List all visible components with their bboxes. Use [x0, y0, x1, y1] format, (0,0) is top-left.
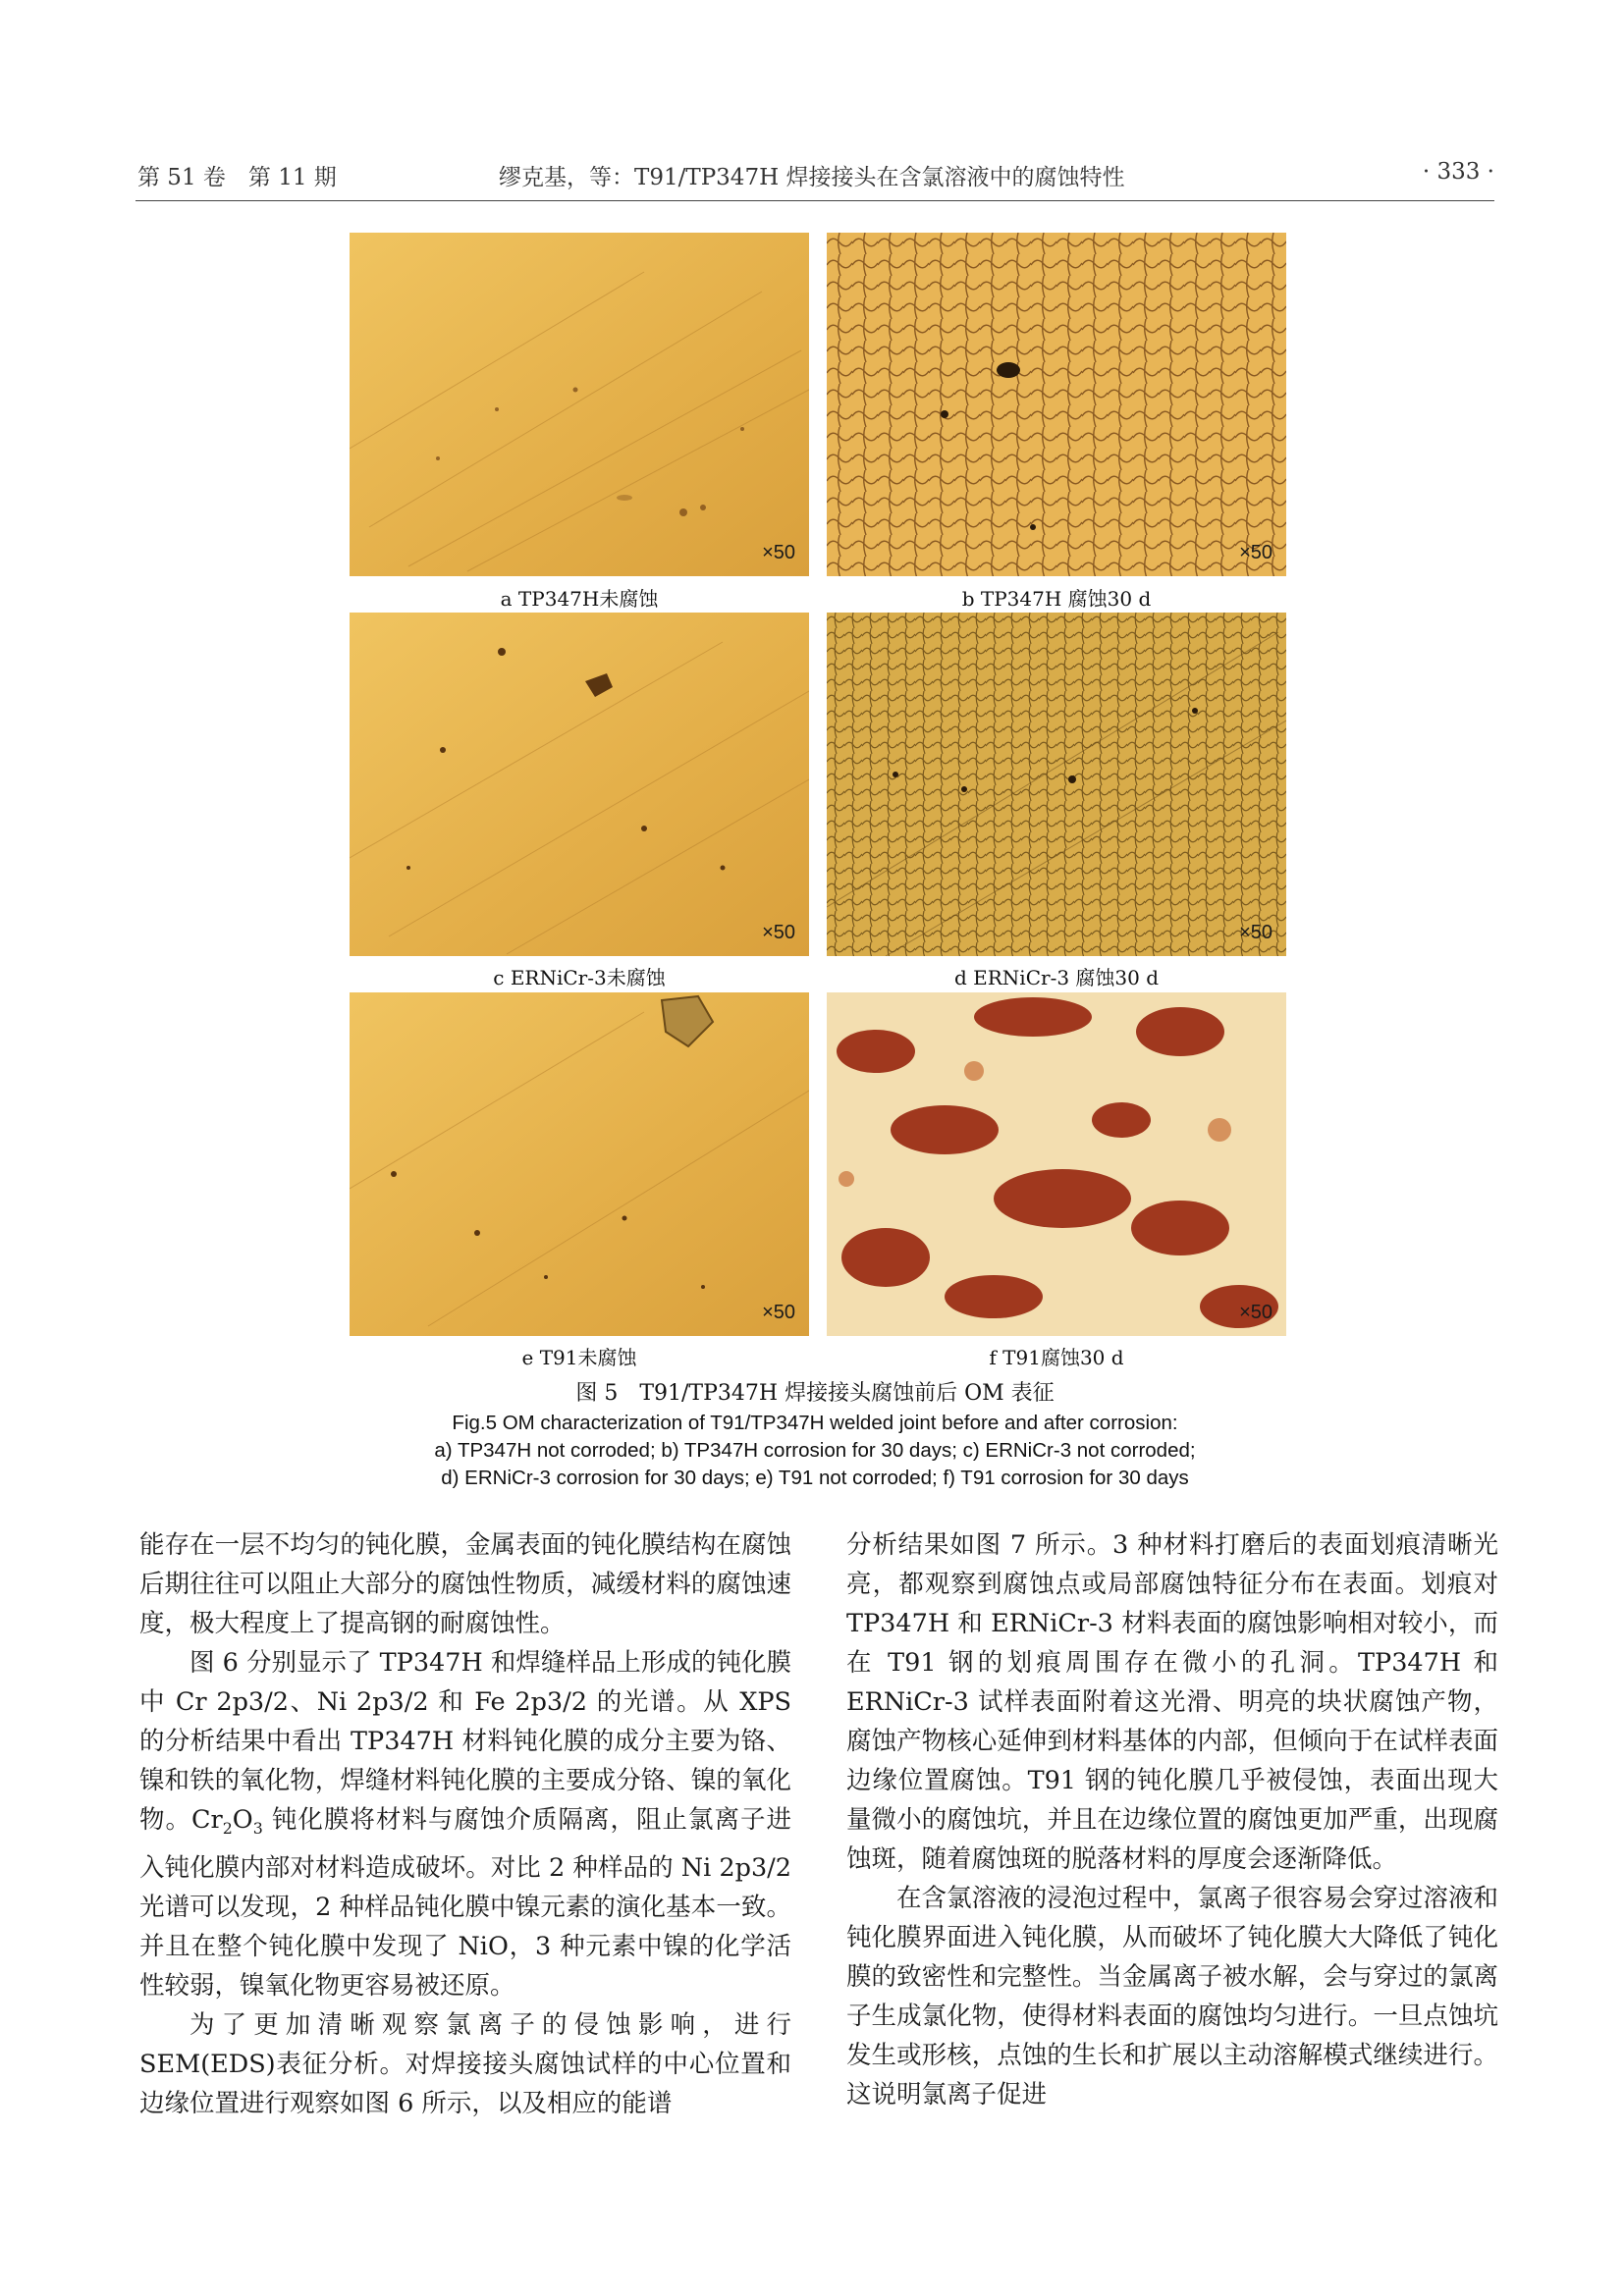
- micrograph-a: [350, 233, 809, 576]
- figure-title-en-line3: d) ERNiCr-3 corrosion for 30 days; e) T91 not corroded; f) T91 corrosion for 30 days: [441, 1467, 1189, 1489]
- figure-panel-c: [350, 613, 809, 956]
- panel-caption-a: a TP347H未腐蚀: [500, 587, 659, 611]
- paragraph: 分析结果如图 7 所示。3 种材料打磨后的表面划痕清晰光亮，都观察到腐蚀点或局部腐蚀特征分布在表面。划痕对 TP347H 和 ERNiCr-3 材料表面的腐蚀影响相对较小，而在 T91 钢的划痕周围存在微小的孔洞。TP347H 和 ERNiCr-3 试样表面附着这光滑、明亮的块状腐蚀产物，腐蚀产物核心延伸到材料基体的内部，但倾向于在试样表面边缘位置腐蚀。T91 钢的钝化膜几乎被侵蚀，表面出现大量微小的腐蚀坑，并且在边缘位置的腐蚀更加严重，出现腐蚀斑，随着腐蚀斑的脱落材料的厚度会逐渐降低。: [846, 1530, 1498, 1874]
- panel-caption-e: e T91未腐蚀: [521, 1346, 637, 1369]
- micrograph-e: [350, 992, 809, 1336]
- micrograph-d: [827, 613, 1286, 956]
- magnification-label: ×50: [1239, 922, 1272, 943]
- figure-title-en-line2: a) TP347H not corroded; b) TP347H corrosion for 30 days; c) ERNiCr-3 not corroded;: [434, 1439, 1196, 1462]
- panel-caption-f: f T91腐蚀30 d: [989, 1346, 1124, 1369]
- figure-title-cn: 图 5 T91/TP347H 焊接接头腐蚀前后 OM 表征: [575, 1381, 1055, 1406]
- figure-panel-e: [350, 992, 809, 1336]
- paragraph: 为了更加清晰观察氯离子的侵蚀影响，进行 SEM(EDS)表征分析。对焊接接头腐蚀试样的中心位置和边缘位置进行观察如图 6 所示，以及相应的能谱: [139, 2010, 791, 2119]
- micrograph-b: [827, 233, 1286, 576]
- micrograph-f: [827, 992, 1286, 1336]
- panel-caption-c: c ERNiCr-3未腐蚀: [493, 966, 666, 989]
- running-header: [135, 159, 1494, 192]
- figure-title-en-line1: Fig.5 OM characterization of T91/TP347H welded joint before and after corrosion:: [452, 1412, 1178, 1434]
- magnification-label: ×50: [1239, 542, 1272, 563]
- running-title: 缪克基，等：T91/TP347H 焊接接头在含氯溶液中的腐蚀特性: [499, 165, 1125, 190]
- magnification-label: ×50: [762, 542, 795, 563]
- magnification-label: ×50: [762, 922, 795, 943]
- figure-panel-f: [827, 992, 1286, 1336]
- magnification-label: ×50: [1239, 1302, 1272, 1323]
- panel-caption-b: b TP347H 腐蚀30 d: [961, 587, 1152, 611]
- body-column-right: [846, 1525, 1498, 2114]
- figure-panel-d: [827, 613, 1286, 956]
- paragraph: 能存在一层不均匀的钝化膜，金属表面的钝化膜结构在腐蚀后期往往可以阻止大部分的腐蚀性物质，减缓材料的腐蚀速度，极大程度上了提高钢的耐腐蚀性。: [139, 1530, 791, 1638]
- paragraph: 图 6 分别显示了 TP347H 和焊缝样品上形成的钝化膜中 Cr 2p3/2、Ni 2p3/2 和 Fe 2p3/2 的光谱。从 XPS 的分析结果中看出 TP347H 材料钝化膜的成分主要为铬、镍和铁的氧化物，焊缝材料钝化膜的主要成分铬、镍的氧化物。$Cr_2O_3$ 钝化膜将材料与腐蚀介质隔离，阻止氯离子进入钝化膜内部对材料造成破坏。对比 2 种样品的 Ni 2p3/2 光谱可以发现，2 种样品钝化膜中镍元素的演化基本一致。并且在整个钝化膜中发现了 NiO，3 种元素中镍的化学活性较弱，镍氧化物更容易被还原。: [139, 1648, 791, 2002]
- magnification-label: ×50: [762, 1302, 795, 1323]
- micrograph-c: [350, 613, 809, 956]
- header-rule: [135, 200, 1494, 201]
- panel-caption-d: d ERNiCr-3 腐蚀30 d: [953, 966, 1160, 989]
- figure-panel-a: [350, 233, 809, 576]
- volume-issue: 第 51 卷 第 11 期: [137, 165, 337, 190]
- paragraph: 在含氯溶液的浸泡过程中，氯离子很容易会穿过溶液和钝化膜界面进入钝化膜，从而破坏了钝化膜大大降低了钝化膜的致密性和完整性。当金属离子被水解，会与穿过的氯离子生成氯化物，使得材料表面的腐蚀均匀进行。一旦点蚀坑发生或形核，点蚀的生长和扩展以主动溶解模式继续进行。这说明氯离子促进: [846, 1884, 1498, 2109]
- page-number: · 333 ·: [1422, 159, 1494, 185]
- figure-panel-b: [827, 233, 1286, 576]
- body-column-left: [139, 1525, 791, 2123]
